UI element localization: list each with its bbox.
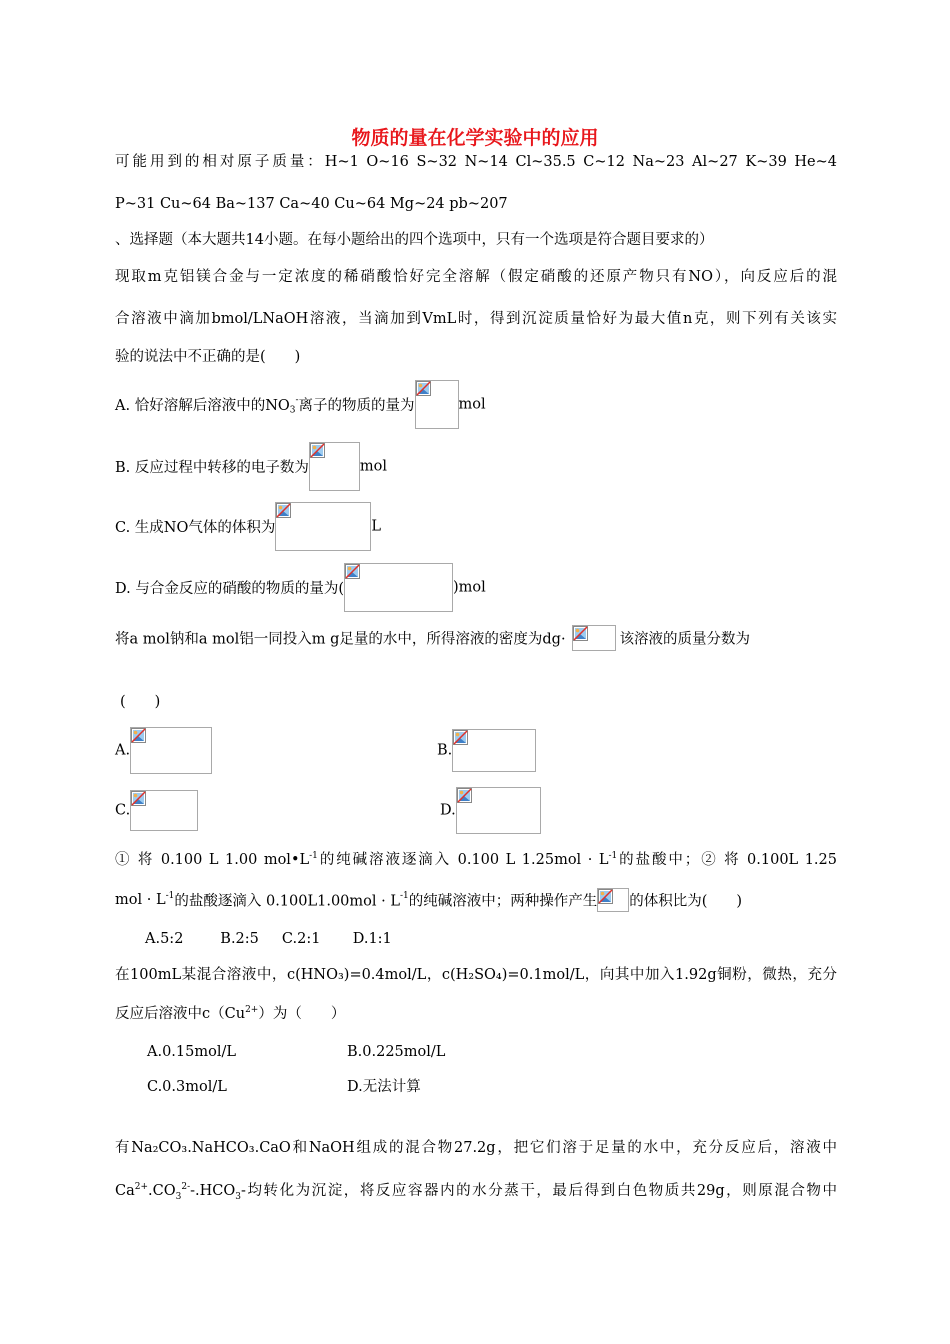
broken-image-icon [453,730,468,745]
formula-image [275,502,371,551]
broken-image-icon [345,564,360,579]
q4-option-b: B.0.225mol/L [347,1044,446,1060]
q3-options: A.5:2 B.2:5 C.2:1 D.1:1 [145,931,392,947]
broken-image-icon [310,443,325,458]
formula-image [452,729,536,772]
formula-image [344,563,453,612]
broken-image-icon [416,381,431,396]
broken-image-icon [131,728,146,743]
q1-option-d: D. 与合金反应的硝酸的物质的量为( )mol [115,563,486,612]
q5-stem-line-1: 有Na₂CO₃.NaHCO₃.CaO和NaOH组成的混合物27.2g，把它们溶于足量的水中，充分反应后，溶液中 [115,1140,837,1156]
broken-image-icon [131,791,146,806]
formula-image [130,790,198,831]
q2-option-d: D. [440,787,541,834]
q1-stem-line-1: 现取m克铝镁合金与一定浓度的稀硝酸恰好完全溶解（假定硝酸的还原产物只有NO），向反应后的混 [115,269,837,285]
section-heading: 、选择题（本大题共14小题。在每小题给出的四个选项中，只有一个选项是符合题目要求的） [115,232,714,248]
formula-image [456,787,541,834]
broken-image-icon [573,626,588,641]
q1-stem-line-2: 合溶液中滴加bmol/LNaOH溶液，当滴加到VmL时，得到沉淀质量恰好为最大值n克，则下列有关该实 [115,311,837,327]
q4-stem-line-1: 在100mL某混合溶液中，c(HNO₃)=0.4mol/L，c(H₂SO₄)=0.1mol/L，向其中加入1.92g铜粉，微热，充分 [115,967,837,983]
unit-image [572,625,616,651]
formula-image [597,888,629,912]
atomic-masses-line-2: P~31 Cu~64 Ba~137 Ca~40 Cu~64 Mg~24 pb~207 [115,196,508,212]
atomic-masses-line-1: 可能用到的相对原子质量：H~1 O~16 S~32 N~14 Cl~35.5 C~12 Na~23 Al~27 K~39 He~4 [115,154,837,170]
q3-stem-line-1: ① 将 0.100 L 1.00 $mol•L^{-1}$的纯碱溶液逐滴入 0.100 L $1.25mol \cdot L^{-1}$的盐酸中；② 将 0.100L 1.25 [115,851,837,868]
q1-stem-line-3: 验的说法中不正确的是( ) [115,349,301,365]
q2-stem-line-2: ( ) [120,694,161,710]
q4-option-c: C.0.3mol/L [147,1079,227,1095]
formula-image [415,380,459,429]
q3-stem-line-2: mol · $L^{-1}$的盐酸逐滴入 $0.100L1.00mol \cdot L^{-1}$的纯碱溶液中；两种操作产生 的体积比为( ) [115,888,742,912]
broken-image-icon [457,788,472,803]
q1-option-a: A. 恰好溶解后溶液中的$NO_3^-$离子的物质的量为 mol [115,380,486,429]
q2-option-c: C. [115,790,198,831]
q2-option-b: B. [437,729,536,772]
page-title: 物质的量在化学实验中的应用 [351,127,599,149]
q4-stem-line-2: 反应后溶液中$c(Cu^{2+})$为（ ） [115,1005,346,1022]
formula-image [130,727,212,774]
broken-image-icon [598,889,613,904]
q5-stem-line-2: $Ca^{2+}.CO_3^{2-}-.HCO_3-$均转化为沉淀，将反应容器内的水分蒸干，最后得到白色物质共29g，则原混合物中 [115,1182,837,1202]
broken-image-icon [276,503,291,518]
q2-option-a: A. [115,727,212,774]
q4-option-a: A.0.15mol/L [147,1044,236,1060]
formula-image [309,442,360,491]
q1-option-c: C. 生成NO气体的体积为 L [115,502,381,551]
q4-option-d: D.无法计算 [347,1079,421,1095]
q1-option-b: B. 反应过程中转移的电子数为 mol [115,442,387,491]
q2-stem-line-1: 将a mol钠和a mol铝一同投入m g足量的水中，所得溶液的密度为dg· 该溶液的质量分数为 [115,625,750,651]
